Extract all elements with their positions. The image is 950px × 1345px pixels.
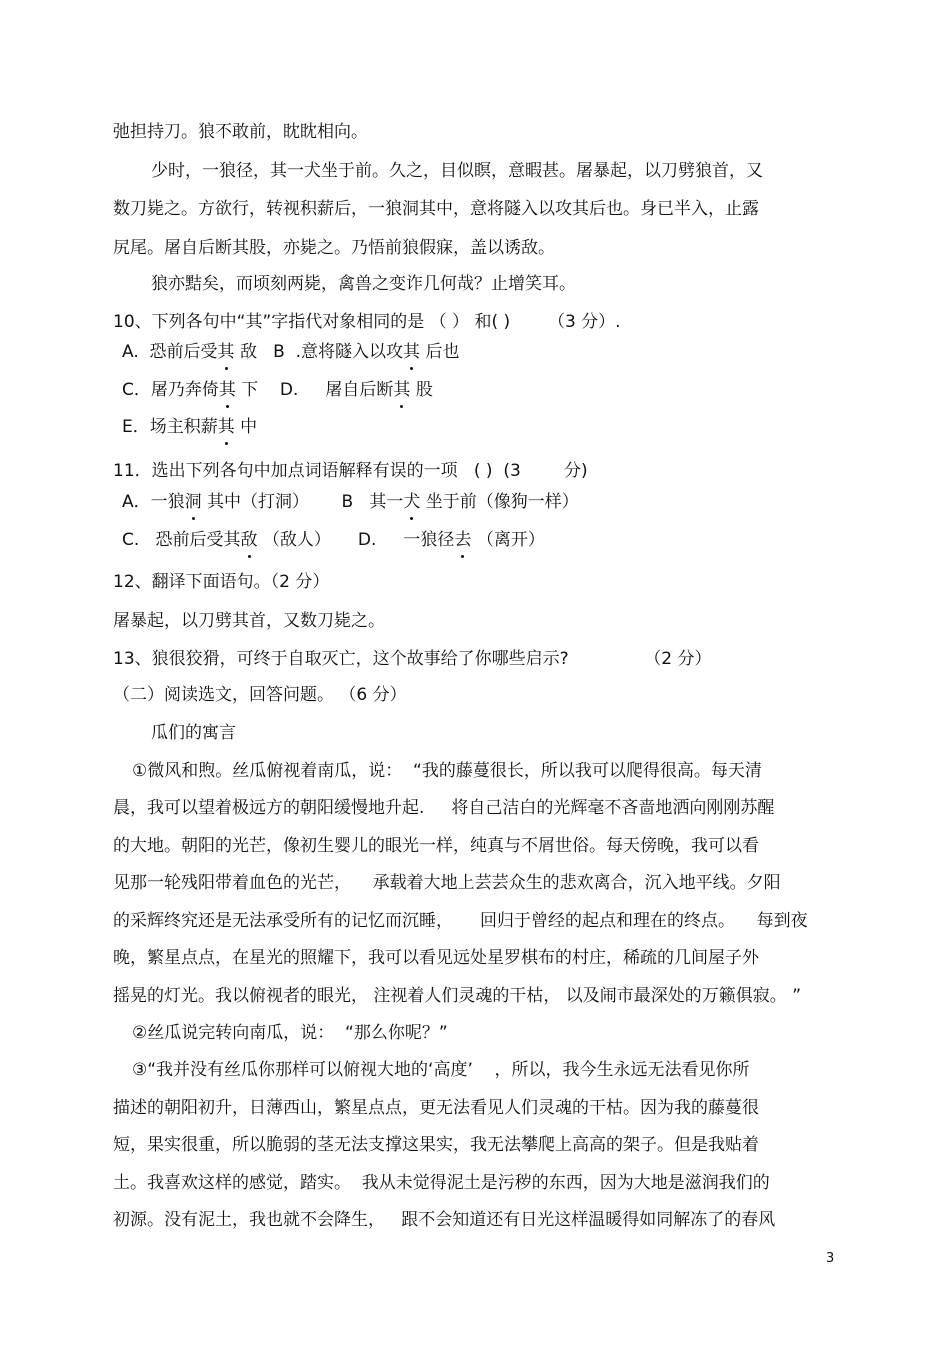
passage-title: 瓜们的寓言	[151, 723, 236, 743]
text-line: 的大地。朝阳的光芒，像初生婴儿的眼光一样，纯真与不屑世俗。每天傍晚，我可以看	[113, 836, 759, 856]
text-line: ①微风和煦。丝瓜俯视着南瓜，说： “我的藤蔓很长，所以我可以爬得很高。每天清	[132, 761, 762, 781]
text-line: 的采辉终究还是无法承受所有的记忆而沉睡， 回归于曾经的起点和理在的终点。 每到夜	[113, 911, 808, 931]
option-line: A．一狼洞 其中（打洞） B 其一犬 坐于前（像狗一样）	[122, 492, 579, 512]
text-line: 少时，一狼径，其一犬坐于前。久之，目似瞑，意暇甚。屠暴起，以刀劈狼首，又	[151, 161, 763, 181]
text-line: 弛担持刀。狼不敢前，眈眈相向。	[113, 122, 368, 142]
dotted-char: 其	[403, 342, 421, 362]
question-12: 12、翻译下面语句。（2 分）	[113, 572, 330, 592]
text-line: 短，果实很重，所以脆弱的茎无法支撑这果实，我无法攀爬上高高的架子。但是我贴着	[113, 1135, 759, 1155]
dotted-char: 犬	[403, 492, 421, 512]
dotted-char: 其	[218, 380, 236, 400]
question-11: 11．选出下列各句中加点词语解释有误的一项 ( ) (3 分)	[113, 461, 588, 481]
text-line: 晚，繁星点点，在星光的照耀下，我可以看见远处星罗棋布的村庄，稀疏的几间屋子外	[113, 948, 759, 968]
page-number: 3	[826, 1251, 835, 1266]
text-line: 土。我喜欢这样的感觉，踏实。 我从未觉得泥土是污秽的东西，因为大地是滋润我们的	[113, 1173, 770, 1193]
text-line: ③“我并没有丝瓜你那样可以俯视大地的‘高度’ ，所以，我今生永远无法看见你所	[132, 1060, 750, 1080]
text-line: 数刀毙之。方欲行，转视积薪后，一狼洞其中，意将隧入以攻其后也。身已半入，止露	[113, 199, 759, 219]
dotted-char: 其	[217, 342, 235, 362]
dotted-char: 其	[393, 380, 411, 400]
option-line: C. 恐前后受其敌 （敌人） D. 一狼径去 （离开）	[122, 530, 545, 550]
question-13: 13、狼很狡猾，可终于自取灭亡，这个故事给了你哪些启示? （2 分）	[113, 649, 712, 669]
question-10: 10、下列各句中“其”字指代对象相同的是 （ ） 和( ) （3 分）.	[113, 312, 621, 332]
dotted-char: 洞	[184, 492, 202, 512]
option-line: E．场主积薪其 中	[122, 417, 258, 437]
text-line: 屠暴起，以刀劈其首，又数刀毙之。	[113, 611, 385, 631]
dotted-char: 其	[217, 417, 235, 437]
text-line: 初源。没有泥土，我也就不会降生， 跟不会知道还有日光这样温暖得如同解冻了的春风	[113, 1210, 776, 1230]
option-line: A. 恐前后受其 敌 B .意将隧入以攻其 后也	[122, 342, 460, 362]
option-line: C．屠乃奔倚其 下 D. 屠自后断其 股	[122, 380, 433, 400]
text-line: 描述的朝阳初升，日薄西山，繁星点点，更无法看见人们灵魂的干枯。因为我的藤蔓很	[113, 1098, 759, 1118]
text-line: 晨，我可以望着极远方的朝阳缓慢地升起. 将自己洁白的光辉毫不吝啬地洒向刚刚苏醒	[113, 798, 775, 818]
text-line: 摇晃的灯光。我以俯视者的眼光， 注视着人们灵魂的干枯， 以及闹市最深处的万籁俱寂。 ”	[113, 986, 802, 1006]
dotted-char: 敌	[240, 530, 258, 550]
dotted-char: 去	[454, 530, 472, 550]
text-line: 狼亦黠矣，而顷刻两毙，禽兽之变诈几何哉？止增笑耳。	[151, 274, 576, 294]
text-line: 尻尾。屠自后断其股，亦毙之。乃悟前狼假寐，盖以诱敌。	[113, 238, 555, 258]
text-line: 见那一轮残阳带着血色的光芒， 承载着大地上芸芸众生的悲欢离合，沉入地平线。夕阳	[113, 873, 781, 893]
text-line: ②丝瓜说完转向南瓜，说： “那么你呢？”	[132, 1023, 448, 1043]
section-heading: （二）阅读选文，回答问题。 （6 分）	[113, 685, 407, 705]
